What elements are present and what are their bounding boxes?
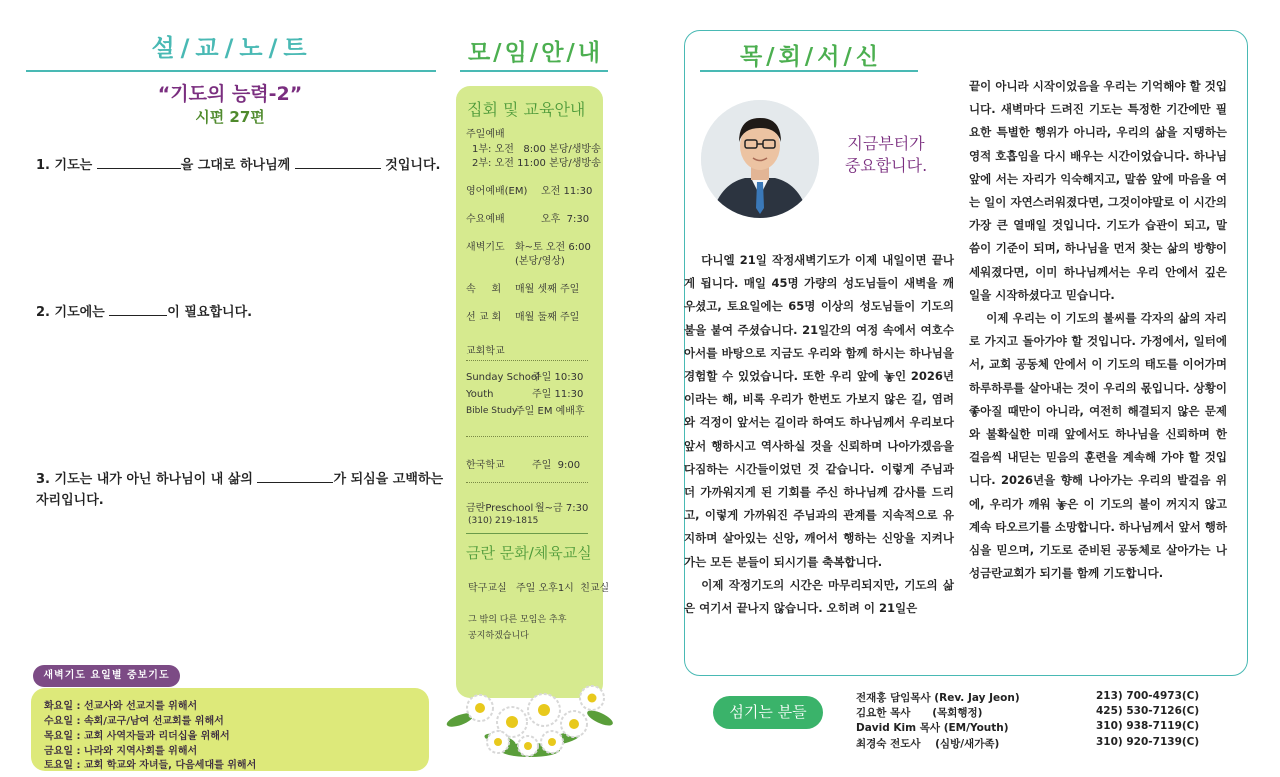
- letter-body-left: 다니엘 21일 작정새벽기도가 이제 내일이면 끝나게 됩니다. 매일 45명 가량의 성도님들이 새벽을 깨우셨고, 토요일에는 65명 이상의 성도님들이 기도의 불을 붙여 주셨습니다. 21일간의 여정 속에서 여호수아서를 바탕으로 지금도 우리와 함께 하시는 하나님을 경험할 수 있었습니다. 또한 우리 앞에 놓인 2026년이라는 해, 비록 우리가 한번도 가보지 않은 길, 염려와 걱정이 앞서는 길이라 하여도 하나님께서 우리보다 앞서 행하시고 역사하실 것을 신뢰하며 나아가겠음을 다짐하는 시간들이었던 것 같습니다. 이렇게 주님과 더 가까워지게 된 기회를 주신 하나님께 감사를 드리고, 이렇게 가까워진 주님과의 관계를 지속적으로 유지하며 살아있는 신앙, 깨어서 행하는 신앙을 지켜나가는 모든 분들이 되시기를 축복합니다. 이제 작정기도의 시간은 마무리되지만, 기도의 삶은 여기서 끝나지 않습니다. 오히려 이 21일은: [684, 253, 954, 616]
- culture-section-heading: 금란 문화/체육교실: [466, 544, 592, 562]
- bible-study-label: Bible Study: [466, 406, 518, 416]
- sunday-service-label: 주일예배: [466, 129, 505, 140]
- note-blank[interactable]: [97, 156, 181, 169]
- table-tennis-label: 탁구교실: [468, 583, 507, 594]
- church-school-label: 교회학교: [466, 346, 505, 357]
- dawn-prayer-time: 화~토 오전 6:00: [515, 242, 591, 253]
- wed-service-label: 수요예배: [466, 214, 505, 225]
- daisy-flowers-icon: [440, 680, 620, 760]
- staff-name: 김요한 목사 (목회행정): [856, 707, 983, 719]
- preschool-label: 금란Preschool: [466, 503, 534, 514]
- pastor-portrait-icon: [701, 100, 819, 218]
- note-1: 1. 기도는 을 그대로 하나님께 것입니다.: [36, 158, 441, 173]
- staff-label: 섬기는 분들: [713, 696, 823, 729]
- prayer-item: 목요일 : 교회 사역자들과 리더십을 위해서: [44, 731, 230, 742]
- preschool-phone: (310) 219-1815: [468, 516, 539, 526]
- letter-tagline: 지금부터가 중요합니다.: [844, 134, 928, 175]
- sunday-service-1: 1부: 오전 8:00 본당/생방송: [472, 144, 601, 155]
- letter-body-right: 끝이 아니라 시작이었음을 우리는 기억해야 할 것입니다. 새벽마다 드려진 기도는 특정한 기간에만 필요한 특별한 행위가 아니라, 우리의 삶을 지탱하는 영적 호흡임을 다시 배우는 시간이었습니다. 하나님 앞에 서는 자리가 익숙해지고, 말씀 앞에 마음을 여는 일이 자연스러워졌다면, 그것이야말로 이 시간의 가장 큰 열매일 것입니다. 기도가 습관이 되고, 말씀이 기준이 되며, 하나님을 먼저 찾는 삶의 방향이 세워졌다면, 이미 하나님께서는 우리 안에서 깊은 일을 시작하셨다고 믿습니다. 이제 우리는 이 기도의 불씨를 각자의 삶의 자리로 가지고 돌아가야 할 것입니다. 가정에서, 일터에서, 교회 공동체 안에서 이 기도의 태도를 이어가며 하루하루를 살아내는 것이 우리의 몫입니다. 상황이 좋아질 때만이 아니라, 여전히 해결되지 않은 문제와 불확실한 미래 앞에서도 하나님을 신뢰하며 한 걸음씩 내딛는 믿음의 훈련을 계속해 가야 할 것입니다. 2026년을 향해 나아가는 우리의 발걸음 위에, 우리가 깨워 놓은 이 기도의 불이 꺼지지 않고 계속 타오르기를 소망합니다. 하나님께서 앞서 행하심을 믿으며, 기도로 준비된 공동체로 살아가는 나성금란교회가 되기를 함께 기도합니다.: [969, 79, 1227, 581]
- note-blank[interactable]: [109, 303, 167, 316]
- other-meetings-2: 공지하겠습니다: [468, 631, 529, 641]
- note-2: 2. 기도에는 이 필요합니다.: [36, 305, 253, 320]
- staff-name: 최경숙 전도사 (심방/새가족): [856, 738, 1000, 750]
- prayer-item: 수요일 : 속회/교구/남여 선교회를 위해서: [44, 716, 224, 727]
- staff-phone: 425) 530-7126(C): [1096, 705, 1200, 717]
- dotted-divider: [466, 360, 588, 361]
- preschool-time: 월~금 7:30: [535, 503, 589, 514]
- dawn-prayer-label: 새벽기도: [466, 242, 505, 253]
- youth-time: 주일 11:30: [532, 389, 584, 400]
- staff-phone: 310) 938-7119(C): [1096, 720, 1200, 732]
- dotted-divider: [466, 436, 588, 437]
- em-service-label: 영어예배(EM): [466, 186, 528, 197]
- section-divider: [466, 533, 588, 534]
- other-meetings-1: 그 밖의 다른 모임은 추후: [468, 615, 567, 625]
- prayer-item: 금요일 : 나라와 지역사회를 위해서: [44, 746, 198, 757]
- sunday-service-2: 2부: 오전 11:00 본당/생방송: [472, 158, 601, 169]
- sunday-school-label: Sunday School: [466, 372, 540, 383]
- sermon-title: “기도의 능력-2”: [157, 83, 303, 105]
- note-blank[interactable]: [295, 156, 381, 169]
- mission-label: 선 교 회: [466, 312, 502, 323]
- prayer-item: 화요일 : 선교사와 선교지를 위해서: [44, 701, 198, 712]
- meetings-title: 모 / 임 / 안 / 내: [467, 40, 601, 66]
- sunday-school-time: 주일 10:30: [532, 372, 584, 383]
- dawn-prayer-place: (본당/영상): [515, 256, 565, 267]
- sermon-notes-title: 설 / 교 / 노 / 트: [151, 34, 309, 62]
- staff-name: 전재홍 담임목사 (Rev. Jay Jeon): [856, 692, 1020, 704]
- pastor-letter-divider: [700, 70, 918, 72]
- sermon-notes-divider: [26, 70, 436, 72]
- pastor-photo: [701, 100, 819, 218]
- staff-phone: 213) 700-4973(C): [1096, 690, 1200, 702]
- korean-school-label: 한국학교: [466, 460, 505, 471]
- korean-school-time: 주일 9:00: [532, 460, 581, 471]
- sermon-scripture: 시편 27편: [195, 108, 265, 126]
- mission-time: 매월 둘째 주일: [515, 312, 580, 323]
- meetings-section-heading: 집회 및 교육안내: [467, 100, 586, 119]
- sok-time: 매월 셋째 주일: [515, 284, 580, 295]
- note-blank[interactable]: [257, 470, 333, 483]
- staff-name: David Kim 목사 (EM/Youth): [856, 722, 1009, 734]
- table-tennis-time: 주일 오후1시 친교실: [516, 583, 610, 594]
- prayer-item: 토요일 : 교회 학교와 자녀들, 다음세대를 위해서: [44, 760, 257, 771]
- pastor-letter-title: 목 / 회 / 서 / 신: [739, 44, 879, 70]
- bible-study-time: 주일 EM 예배후: [515, 406, 585, 417]
- note-3: 3. 기도는 내가 아닌 하나님이 내 삶의 가 되심을 고백하는 자리입니다.: [36, 472, 444, 508]
- youth-label: Youth: [466, 389, 494, 400]
- dotted-divider: [466, 482, 588, 483]
- staff-phone: 310) 920-7139(C): [1096, 736, 1200, 748]
- em-service-time: 오전 11:30: [541, 186, 593, 197]
- prayer-label: 새벽기도 요일별 중보기도: [33, 665, 180, 687]
- wed-service-time: 오후 7:30: [541, 214, 590, 225]
- meetings-divider: [460, 70, 608, 72]
- sok-label: 속 회: [466, 284, 502, 295]
